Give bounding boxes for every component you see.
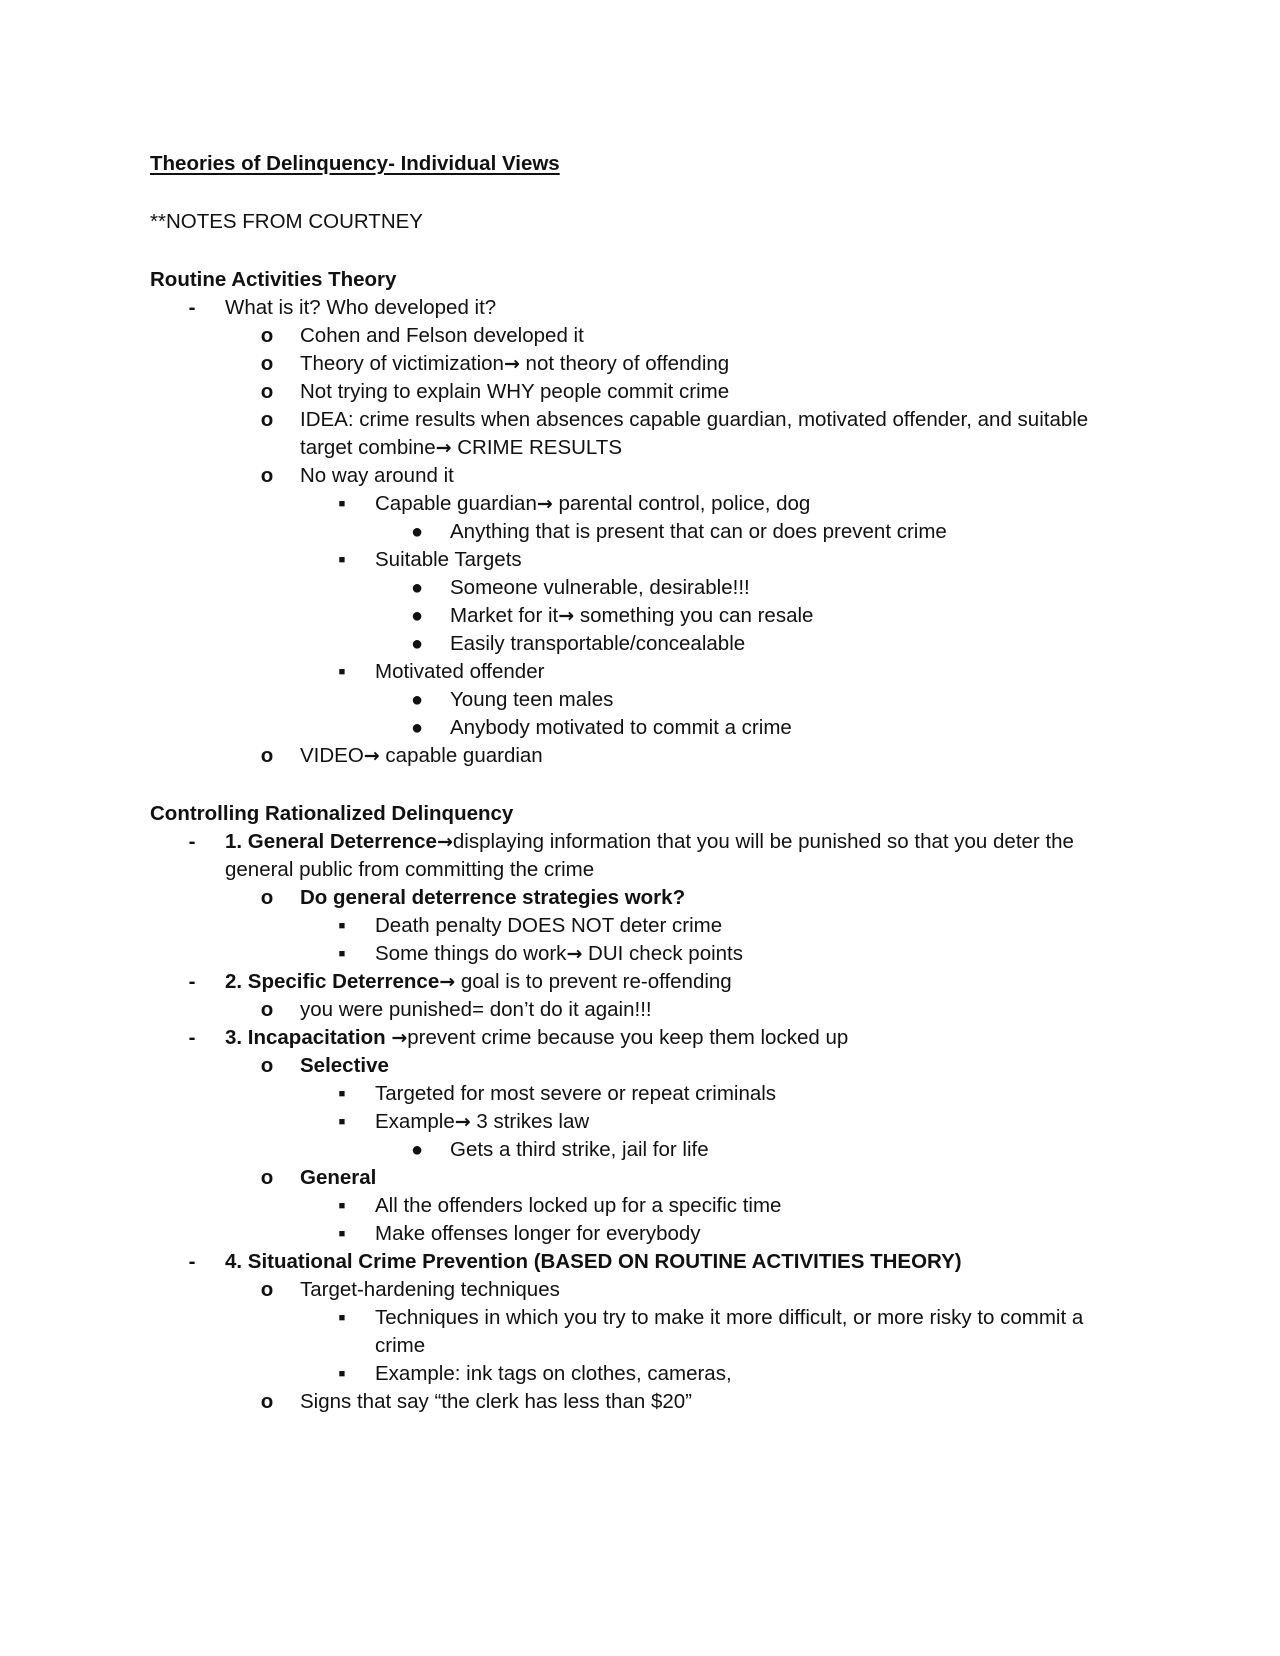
arrow-icon: → <box>558 605 575 627</box>
arrow-icon: → <box>566 943 583 965</box>
circle-marker: o <box>260 744 274 767</box>
item-text: Market for it <box>450 604 559 627</box>
round-bullet-icon: ● <box>410 633 424 655</box>
dash-marker: - <box>188 830 196 853</box>
list-item <box>0 828 1280 884</box>
item-text: Targeted for most severe or repeat criminals <box>375 1082 777 1105</box>
round-bullet-icon: ● <box>410 717 424 739</box>
item-text: Do general deterrence strategies work? <box>300 886 686 909</box>
list-item <box>0 1248 1280 1276</box>
item-text: Theory of victimization <box>300 352 504 375</box>
item-text: not theory of offending <box>519 352 730 375</box>
square-bullet-icon: ■ <box>338 666 346 678</box>
arrow-icon: → <box>439 971 456 993</box>
list-item <box>0 518 1280 546</box>
circle-marker: o <box>260 1166 274 1189</box>
list-item <box>0 1388 1280 1416</box>
list-item <box>0 968 1280 996</box>
item-text: you were punished= don’t do it again!!! <box>300 998 652 1021</box>
list-item <box>0 322 1280 350</box>
item-text: Make offenses longer for everybody <box>375 1222 701 1245</box>
item-text: DUI check points <box>582 942 744 965</box>
item-text: General <box>300 1166 377 1189</box>
list-item <box>0 462 1280 490</box>
round-bullet-icon: ● <box>410 521 424 543</box>
item-text: All the offenders locked up for a specific time <box>375 1194 782 1217</box>
dash-marker: - <box>188 296 196 319</box>
list-item <box>0 1108 1280 1136</box>
circle-marker: o <box>260 998 274 1021</box>
item-text: Motivated offender <box>375 660 545 683</box>
item-text: goal is to prevent re-offending <box>455 970 732 993</box>
item-text: Young teen males <box>450 688 614 711</box>
item-text: displaying information that you will be punished so that you deter the general public from committing the crime <box>225 830 1074 881</box>
arrow-icon: → <box>436 831 453 853</box>
square-bullet-icon: ■ <box>338 554 346 566</box>
circle-marker: o <box>260 1054 274 1077</box>
item-text: Gets a third strike, jail for life <box>450 1138 709 1161</box>
item-text: Anybody motivated to commit a crime <box>450 716 792 739</box>
item-text: What is it? Who developed it? <box>225 296 497 319</box>
list-item <box>0 630 1280 658</box>
item-label: 4. Situational Crime Prevention (BASED ON ROUTINE ACTIVITIES THEORY) <box>225 1250 962 1273</box>
item-label: 3. Incapacitation <box>225 1026 392 1049</box>
round-bullet-icon: ● <box>410 605 424 627</box>
list-item <box>0 1360 1280 1388</box>
square-bullet-icon: ■ <box>338 1200 346 1212</box>
square-bullet-icon: ■ <box>338 1312 346 1324</box>
item-text: Cohen and Felson developed it <box>300 324 584 347</box>
circle-marker: o <box>260 886 274 909</box>
square-bullet-icon: ■ <box>338 1228 346 1240</box>
item-text: VIDEO <box>300 744 364 767</box>
arrow-icon: → <box>391 1027 408 1049</box>
item-text: Capable guardian <box>375 492 537 515</box>
list-item <box>0 1192 1280 1220</box>
item-text: Some things do work <box>375 942 567 965</box>
item-text: Target-hardening techniques <box>300 1278 560 1301</box>
round-bullet-icon: ● <box>410 1139 424 1161</box>
item-text: Example: ink tags on clothes, cameras, <box>375 1362 732 1385</box>
item-text: 3 strikes law <box>470 1110 590 1133</box>
list-item <box>0 1164 1280 1192</box>
item-text: Death penalty DOES NOT deter crime <box>375 914 723 937</box>
list-item <box>0 1080 1280 1108</box>
arrow-icon: → <box>454 1111 471 1133</box>
circle-marker: o <box>260 408 274 431</box>
dash-marker: - <box>188 1250 196 1273</box>
list-item <box>0 884 1280 912</box>
list-item <box>0 686 1280 714</box>
list-item <box>0 1304 1280 1360</box>
list-item <box>0 658 1280 686</box>
list-item <box>0 742 1280 770</box>
list-item <box>0 1052 1280 1080</box>
circle-marker: o <box>260 464 274 487</box>
round-bullet-icon: ● <box>410 577 424 599</box>
circle-marker: o <box>260 1390 274 1413</box>
square-bullet-icon: ■ <box>338 1088 346 1100</box>
item-text: Example <box>375 1110 455 1133</box>
list-item <box>0 1024 1280 1052</box>
dash-marker: - <box>188 970 196 993</box>
item-text: parental control, police, dog <box>552 492 811 515</box>
list-item <box>0 574 1280 602</box>
item-text: No way around it <box>300 464 454 487</box>
item-text: Techniques in which you try to make it more difficult, or more risky to commit a crime <box>375 1306 1084 1357</box>
item-text: Easily transportable/concealable <box>450 632 746 655</box>
item-text: Anything that is present that can or does prevent crime <box>450 520 947 543</box>
item-label: 2. Specific Deterrence <box>225 970 440 993</box>
square-bullet-icon: ■ <box>338 948 346 960</box>
list-item <box>0 996 1280 1024</box>
round-bullet-icon: ● <box>410 689 424 711</box>
square-bullet-icon: ■ <box>338 1116 346 1128</box>
list-item <box>0 602 1280 630</box>
list-item <box>0 490 1280 518</box>
circle-marker: o <box>260 1278 274 1301</box>
list-item <box>0 940 1280 968</box>
notes-credit: **NOTES FROM COURTNEY <box>150 210 423 233</box>
square-bullet-icon: ■ <box>338 920 346 932</box>
list-item <box>0 294 1280 322</box>
item-text: Someone vulnerable, desirable!!! <box>450 576 750 599</box>
list-item <box>0 378 1280 406</box>
item-text: prevent crime because you keep them locked up <box>407 1026 849 1049</box>
circle-marker: o <box>260 324 274 347</box>
item-label: 1. General Deterrence <box>225 830 437 853</box>
square-bullet-icon: ■ <box>338 1368 346 1380</box>
dash-marker: - <box>188 1026 196 1049</box>
arrow-icon: → <box>503 353 520 375</box>
circle-marker: o <box>260 352 274 375</box>
arrow-icon: → <box>363 745 380 767</box>
list-item <box>0 546 1280 574</box>
list-item <box>0 912 1280 940</box>
item-text: Signs that say “the clerk has less than $20” <box>300 1390 692 1413</box>
item-text: CRIME RESULTS <box>451 436 623 459</box>
item-text: Selective <box>300 1054 389 1077</box>
list-item <box>0 1136 1280 1164</box>
arrow-icon: → <box>435 437 452 459</box>
item-text: capable guardian <box>379 744 543 767</box>
list-item <box>0 406 1280 462</box>
list-item <box>0 350 1280 378</box>
item-text: Not trying to explain WHY people commit crime <box>300 380 730 403</box>
item-text: something you can resale <box>574 604 814 627</box>
square-bullet-icon: ■ <box>338 498 346 510</box>
item-text: IDEA: crime results when absences capable guardian, motivated offender, and suitable target combine <box>300 408 1089 459</box>
section-heading-routine: Routine Activities Theory <box>150 268 397 291</box>
circle-marker: o <box>260 380 274 403</box>
list-item <box>0 1220 1280 1248</box>
list-item <box>0 714 1280 742</box>
item-text: Suitable Targets <box>375 548 522 571</box>
section-heading-controlling: Controlling Rationalized Delinquency <box>150 802 514 825</box>
list-item <box>0 1276 1280 1304</box>
arrow-icon: → <box>536 493 553 515</box>
document-title: Theories of Delinquency- Individual Views <box>150 152 560 175</box>
